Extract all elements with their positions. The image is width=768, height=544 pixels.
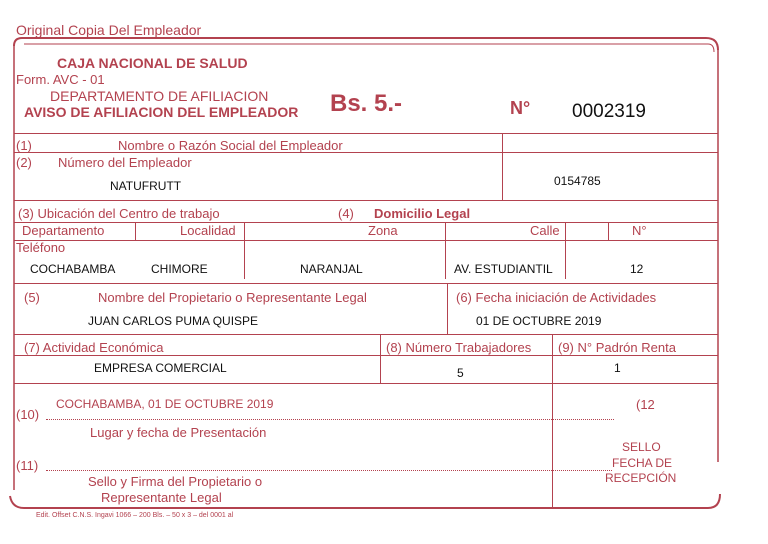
divider	[14, 200, 718, 201]
divider	[14, 240, 718, 241]
field-5-label: Nombre del Propietario o Representante Legal	[98, 290, 367, 305]
price: Bs. 5.-	[330, 90, 403, 117]
signature-line	[46, 470, 612, 471]
field-10-label: Lugar y fecha de Presentación	[90, 425, 267, 440]
field-1-number: (1)	[16, 138, 32, 153]
calle-value: AV. ESTUDIANTIL	[454, 262, 553, 276]
field-12-number: (12	[636, 397, 655, 412]
copy-type: Original Copia Del Empleador	[16, 22, 202, 38]
field-2-label: Número del Empleador	[58, 155, 192, 170]
divider	[565, 222, 566, 279]
divider	[14, 334, 718, 335]
localidad-value: CHIMORE	[151, 262, 208, 276]
column-localidad: Localidad	[180, 223, 236, 238]
org-name: CAJA NACIONAL DE SALUD	[57, 55, 248, 71]
field-5-number: (5)	[24, 290, 40, 305]
numero-value: 12	[630, 262, 644, 276]
form-title: AVISO DE AFILIACION DEL EMPLEADOR	[24, 104, 299, 120]
department-name: DEPARTAMENTO DE AFILIACION	[50, 88, 269, 104]
column-numero: N°	[632, 223, 647, 238]
departamento-value: COCHABAMBA	[30, 262, 116, 276]
form-number: 0002319	[572, 101, 646, 122]
padron-value: 1	[614, 361, 621, 375]
field-11-label: Representante Legal	[101, 490, 222, 505]
stamp-label: FECHA DE	[612, 456, 673, 470]
owner-name: JUAN CARLOS PUMA QUISPE	[88, 314, 259, 328]
printer-imprint: Edit. Offset C.N.S. Ingavi 1066 – 200 Bls. – 50 x 3 – del 0001 al	[36, 512, 234, 519]
telefono-label: Teléfono	[16, 240, 66, 255]
stamp-label: RECEPCIÓN	[605, 471, 677, 485]
column-calle: Calle	[530, 223, 560, 238]
divider	[608, 222, 609, 240]
divider	[244, 222, 245, 279]
start-date: 01 DE OCTUBRE 2019	[476, 314, 602, 328]
field-2-number: (2)	[16, 155, 32, 170]
field-7-label: (7) Actividad Económica	[24, 340, 164, 355]
stamp-label: SELLO	[622, 440, 661, 454]
column-zona: Zona	[368, 223, 398, 238]
employer-number: 0154785	[554, 174, 601, 188]
field-4-number: (4)	[338, 206, 354, 221]
signature-line	[46, 419, 614, 420]
employer-name: NATUFRUTT	[110, 179, 182, 193]
divider	[135, 222, 136, 240]
zona-value: NARANJAL	[300, 262, 363, 276]
activity-value: EMPRESA COMERCIAL	[94, 361, 227, 375]
divider	[445, 222, 446, 279]
divider	[502, 133, 503, 200]
field-1-label: Nombre o Razón Social del Empleador	[118, 138, 343, 153]
place-date-value: COCHABAMBA, 01 DE OCTUBRE 2019	[56, 397, 274, 411]
field-3-label: (3) Ubicación del Centro de trabajo	[18, 206, 220, 221]
divider	[552, 334, 553, 508]
form-code: Form. AVC - 01	[16, 72, 105, 87]
column-departamento: Departamento	[22, 223, 105, 238]
number-label: N°	[510, 98, 531, 118]
field-4-label: Domicilio Legal	[374, 206, 471, 221]
divider	[447, 283, 448, 334]
field-11-number: (11)	[16, 458, 39, 473]
field-8-label: (8) Número Trabajadores	[386, 340, 532, 355]
divider	[14, 383, 718, 384]
divider	[14, 355, 718, 356]
divider	[14, 222, 718, 223]
field-9-label: (9) N° Padrón Renta	[558, 340, 676, 355]
field-11-label: Sello y Firma del Propietario o	[88, 474, 263, 489]
workers-value: 5	[457, 366, 464, 380]
divider	[14, 133, 718, 134]
field-10-number: (10)	[16, 407, 40, 422]
divider	[14, 283, 718, 284]
divider	[380, 334, 381, 383]
field-6-label: (6) Fecha iniciación de Actividades	[456, 290, 657, 305]
